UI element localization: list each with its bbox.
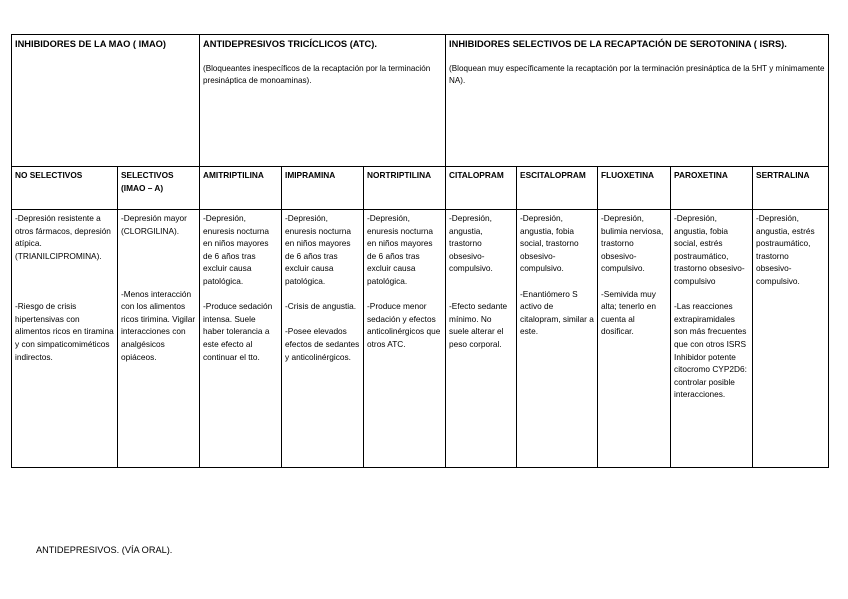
group-header-row [12, 35, 829, 167]
cell-amitriptilina [200, 210, 282, 468]
cell-escitalopram [517, 210, 598, 468]
nortriptilina-notes: -Produce menor sedación y efectos anticolinérgicos que otros ATC. [367, 301, 441, 349]
paroxetina-notes: -Las reacciones extrapiramidales son más frecuentes que con otros ISRS Inhibidor potente citocromo CYP2D6: controlar posible interacciones. [674, 301, 747, 400]
antidepressants-table [11, 34, 829, 468]
cell-fluoxetina [598, 210, 671, 468]
cell-citalopram [446, 210, 517, 468]
cell-selectivos [118, 210, 200, 468]
column-header-row [12, 167, 829, 210]
escitalopram-notes: -Enantiómero S activo de citalopram, similar a este. [520, 288, 594, 337]
group-imao-title: INHIBIDORES DE LA MAO ( IMAO) [15, 39, 166, 49]
col-header-fluoxetina: FLUOXETINA [598, 167, 671, 210]
col-header-imipramina: IMIPRAMINA [282, 167, 364, 210]
cell-sertralina [753, 210, 829, 468]
fluoxetina-indications: -Depresión, bulimia nerviosa, trastorno obsesivo-compulsivo. [601, 213, 664, 274]
cell-no-selectivos [12, 210, 118, 468]
cell-nortriptilina [364, 210, 446, 468]
group-isrs-description: (Bloquean muy específicamente la recaptación por la terminación presináptica de la 5HT y mínimamente NA). [449, 64, 825, 86]
group-atc-title: ANTIDEPRESIVOS TRICÍCLICOS (ATC). [203, 39, 377, 49]
imipramina-notes: -Posee elevados efectos de sedantes y anticolinérgicos. [285, 326, 360, 362]
document-footer-title: ANTIDEPRESIVOS. (VÍA ORAL). [36, 545, 173, 555]
no-selectivos-indications: -Depresión resistente a otros fármacos, depresión atípica. (TRIANILCIPROMINA). [15, 213, 111, 261]
group-imao [12, 35, 200, 167]
col-header-selectivos: SELECTIVOS (IMAO – A) [118, 167, 200, 210]
imipramina-indications: -Depresión, enuresis nocturna en niños mayores de 6 años tras excluir causa patológica. [285, 213, 351, 286]
amitriptilina-notes: -Produce sedación intensa. Suele haber tolerancia a este efecto al continuar el tto. [203, 301, 273, 362]
col-header-no-selectivos: NO SELECTIVOS [12, 167, 118, 210]
col-header-paroxetina: PAROXETINA [671, 167, 753, 210]
cell-paroxetina [671, 210, 753, 468]
selectivos-indications: -Depresión mayor (CLORGILINA). [121, 213, 187, 236]
citalopram-indications: -Depresión, angustia, trastorno obsesivo-compulsivo. [449, 213, 493, 274]
col-header-amitriptilina: AMITRIPTILINA [200, 167, 282, 210]
sertralina-indications: -Depresión, angustia, estrés postraumático, trastorno obsesivo-compulsivo. [756, 213, 815, 286]
no-selectivos-notes: -Riesgo de crisis hipertensivas con alimentos ricos en tiramina y con simpaticomiméticos indirectos. [15, 301, 114, 362]
group-atc [200, 35, 446, 167]
escitalopram-indications: -Depresión, angustia, fobia social, trastorno obsesivo-compulsivo. [520, 213, 579, 274]
paroxetina-indications: -Depresión, angustia, fobia social, estrés postraumático, trastorno obsesivo-compulsivo [674, 213, 745, 286]
cell-imipramina [282, 210, 364, 468]
col-header-sertralina: SERTRALINA [753, 167, 829, 210]
content-row [12, 210, 829, 468]
group-atc-description: (Bloqueantes inespecíficos de la recaptación por la terminación presináptica de monoaminas). [203, 64, 431, 86]
fluoxetina-notes: -Semivida muy alta; tenerlo en cuenta al dosificar. [601, 288, 656, 337]
amitriptilina-indications: -Depresión, enuresis nocturna en niños mayores de 6 años tras excluir causa patológica. [203, 213, 269, 286]
selectivos-notes: -Menos interacción con los alimentos ricos tirimina. Vigilar interacciones con analgésicos opiáceos. [121, 288, 196, 362]
col-header-citalopram: CITALOPRAM [446, 167, 517, 210]
col-header-escitalopram: ESCITALOPRAM [517, 167, 598, 210]
citalopram-notes: -Efecto sedante mínimo. No suele alterar el peso corporal. [449, 301, 508, 349]
col-header-nortriptilina: NORTRIPTILINA [364, 167, 446, 210]
group-isrs-title: INHIBIDORES SELECTIVOS DE LA RECAPTACIÓN DE SEROTONINA ( ISRS). [449, 39, 787, 49]
group-isrs [446, 35, 829, 167]
nortriptilina-indications: -Depresión, enuresis nocturna en niños mayores de 6 años tras excluir causa patológica. [367, 213, 433, 286]
imipramina-panic: -Crisis de angustia. [285, 301, 357, 312]
